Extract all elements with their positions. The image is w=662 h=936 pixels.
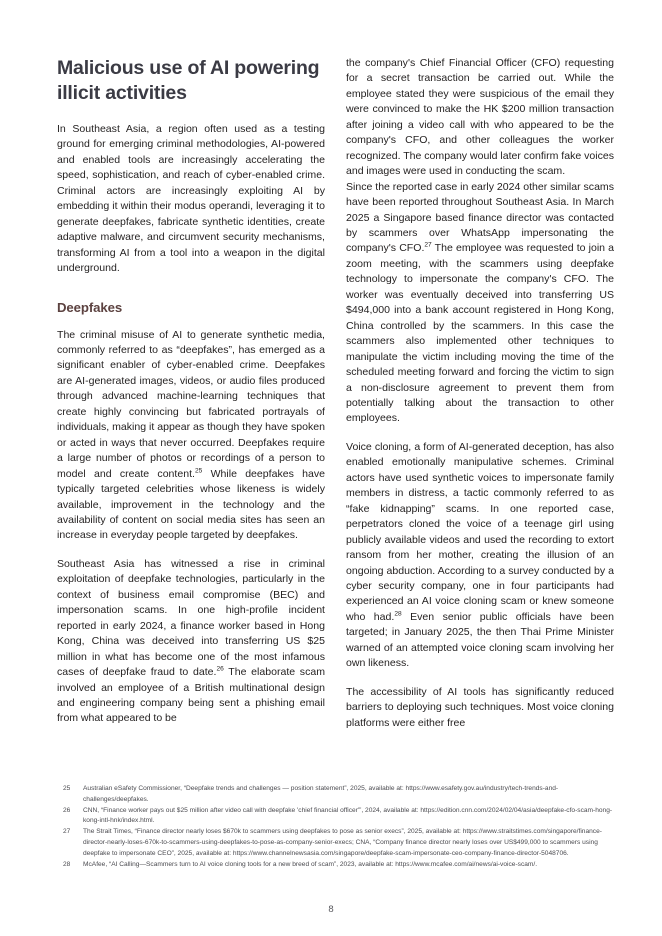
paragraph-text-continued: The elaborate scam involved an employee of a British multinational design and engineering company being sent a phishing email from what appeared to be [57,666,326,725]
paragraph-voice-cloning [346,440,614,672]
footnote-ref-27[interactable]: 27 [424,241,432,249]
footnote-number: 25 [63,785,71,792]
paragraph-text: Southeast Asia has witnessed a rise in criminal exploitation of deepfake technologies, particularly in the context of business email compromise (BEC) and impersonation scams. In one high-profile incident reported in early 2024, a finance worker based in Hong Kong, China was deceived into transferring US $25 million in what has become one of the most infamous cases of deepfake fraud to date. [57,557,325,679]
paragraph-cfo-continuation [346,56,614,180]
paragraph-text: In Southeast Asia, a region often used as a testing ground for emerging criminal methodologies, AI-powered and enabled tools are increasingly accelerating the speed, sophistication, and reach of cyber-enabled crime. Criminal actors are increasingly exploiting AI by embedding it within their modus operandi, leveraging it to generate deepfakes, fabricate synthetic identities, create adaptive malware, and circumvent security mechanisms, transforming AI from a tool into a weapon in the digital underground. [57,123,325,275]
footnote-text: CNN, “Finance worker pays out $25 million after video call with deepfake 'chief financial officer'”, 2024, available at: https://edition.cnn.com/2024/02/04/asia/deepfake-cfo-scam-hong-kong-intl-hnk/index.html. [83,806,613,825]
footnote-item [57,860,619,871]
left-column [57,56,325,778]
paragraph-accessibility [346,685,614,731]
paragraph-text: the company's Chief Financial Officer (CFO) requesting for a secret transaction be carried out. While the employee stated they were suspicious of the email they were convinced to make the HK $200 million transaction after joining a video call with who appeared to be the company's CFO, and other colleagues the worker recognized. The company would later confirm fake voices and images were used in conducting the scam. [346,57,614,178]
paragraph-text: The criminal misuse of AI to generate synthetic media, commonly referred to as “deepfakes”, has emerged as a significant enabler of cyber-enabled crime. Deepfakes are AI-generated images, videos, or audio files produced through advanced machine-learning techniques that create highly convincing but fabricated portrayals of individuals, making it appear as though they have spoken or acted in ways that never occurred. Deepfakes require a large number of photos or recordings of a person to model and create content. [57,328,325,480]
paragraph-text-continued: Even senior public officials have been targeted; in January 2025, the then Thai Prime Minister warned of an attempted voice cloning scam involving her own likeness. [346,610,614,670]
footnote-number: 26 [63,806,71,814]
footnote-item [57,806,619,827]
footnote-number: 27 [63,828,71,836]
footnote-ref-28[interactable]: 28 [394,610,402,618]
footnote-text: The Strait Times, “Finance director nearly loses $670k to scammers using deepfakes to pose as senior execs”, 2025, available at: https://www.straitstimes.com/singapore/finance-director-nearly-loses-670k-to-scammers-using-deepfakes-to-pose-as-company-senior-execs; CNA, “Company finance director nearly loses over US$499,000 to scammers using deepfake to impersonate CEO”, 2025, available at: https://www.channelnewsasia.com/singapore/deepfake-scam-impersonate-ceo-company-finance-director-5048706. [83,828,602,857]
paragraph-text: The accessibility of AI tools has significantly reduced barriers to deploying such techniques. Most voice cloning platforms were either free [346,685,614,729]
page-title: Malicious use of AI powering illicit activities [57,57,320,104]
page-number: 8 [328,904,334,915]
paragraph-intro [57,122,325,277]
footnote-text: McAfee, “AI Calling—Scammers turn to AI voice cloning tools for a new breed of scam”, 2023, available at: https://www.mcafee.com/ai/news/ai-voice-scam/. [83,860,538,868]
section-heading-deepfakes: Deepfakes [57,299,123,315]
footnote-number: 28 [63,860,71,868]
paragraph-singapore-case [346,180,614,427]
footnotes-section [57,784,619,871]
paragraph-text-continued: While deepfakes have typically targeted celebrities whose likeness is widely available, improvement in the technology and the availability of content on social media sites has seen an increase in everyday people targeted by deepfakes. [57,467,325,542]
footnote-item [57,827,619,859]
right-column [346,56,614,778]
paragraph-deepfakes-definition [57,328,325,544]
paragraph-text-continued: The employee was requested to join a zoom meeting, with the scammers using deepfake technology to impersonate the company's CFO. The worker was eventually deceived into transferring US $494,000 into a bank account registered in Hong Kong, China controlled by the scammers. In this case the scammers also implemented other techniques to manipulate the victim including moving the time of the scheduled meeting forward and forcing the victim to sign a non-disclosure agreement to prevent them from potentially talking about the transaction to other employees. [346,242,615,425]
paragraph-sea-deepfake-rise [57,557,325,727]
footnote-text: Australian eSafety Commissioner, “Deepfake trends and challenges — position statement”, 2025, available at: https://www.esafety.gov.au/industry/tech-trends-and-challenges/deepfakes. [83,785,559,803]
two-column-body [57,56,613,778]
paragraph-text: Since the reported case in early 2024 other similar scams have been reported throughout Southeast Asia. In March 2025 a Singapore based finance director was contacted by scammers over WhatsApp impersonating the company's CFO. [346,180,614,255]
paragraph-text: Voice cloning, a form of AI-generated deception, has also enabled emotionally manipulative schemes. Criminal actors have used synthetic voices to impersonate family members in distress, a tactic commonly referred to as “fake kidnapping” scams. In one reported case, perpetrators cloned the voice of a teenage girl using publicly available videos and used the recording to extort ransom from her mother, creating the illusion of an ongoing abduction. According to a survey conducted by a cyber security company, one in four participants had experienced an AI voice cloning scam or knew someone who had. [346,440,614,623]
footnote-ref-26[interactable]: 26 [216,665,224,673]
footnote-ref-25[interactable]: 25 [194,467,203,475]
footnote-item [57,784,619,805]
